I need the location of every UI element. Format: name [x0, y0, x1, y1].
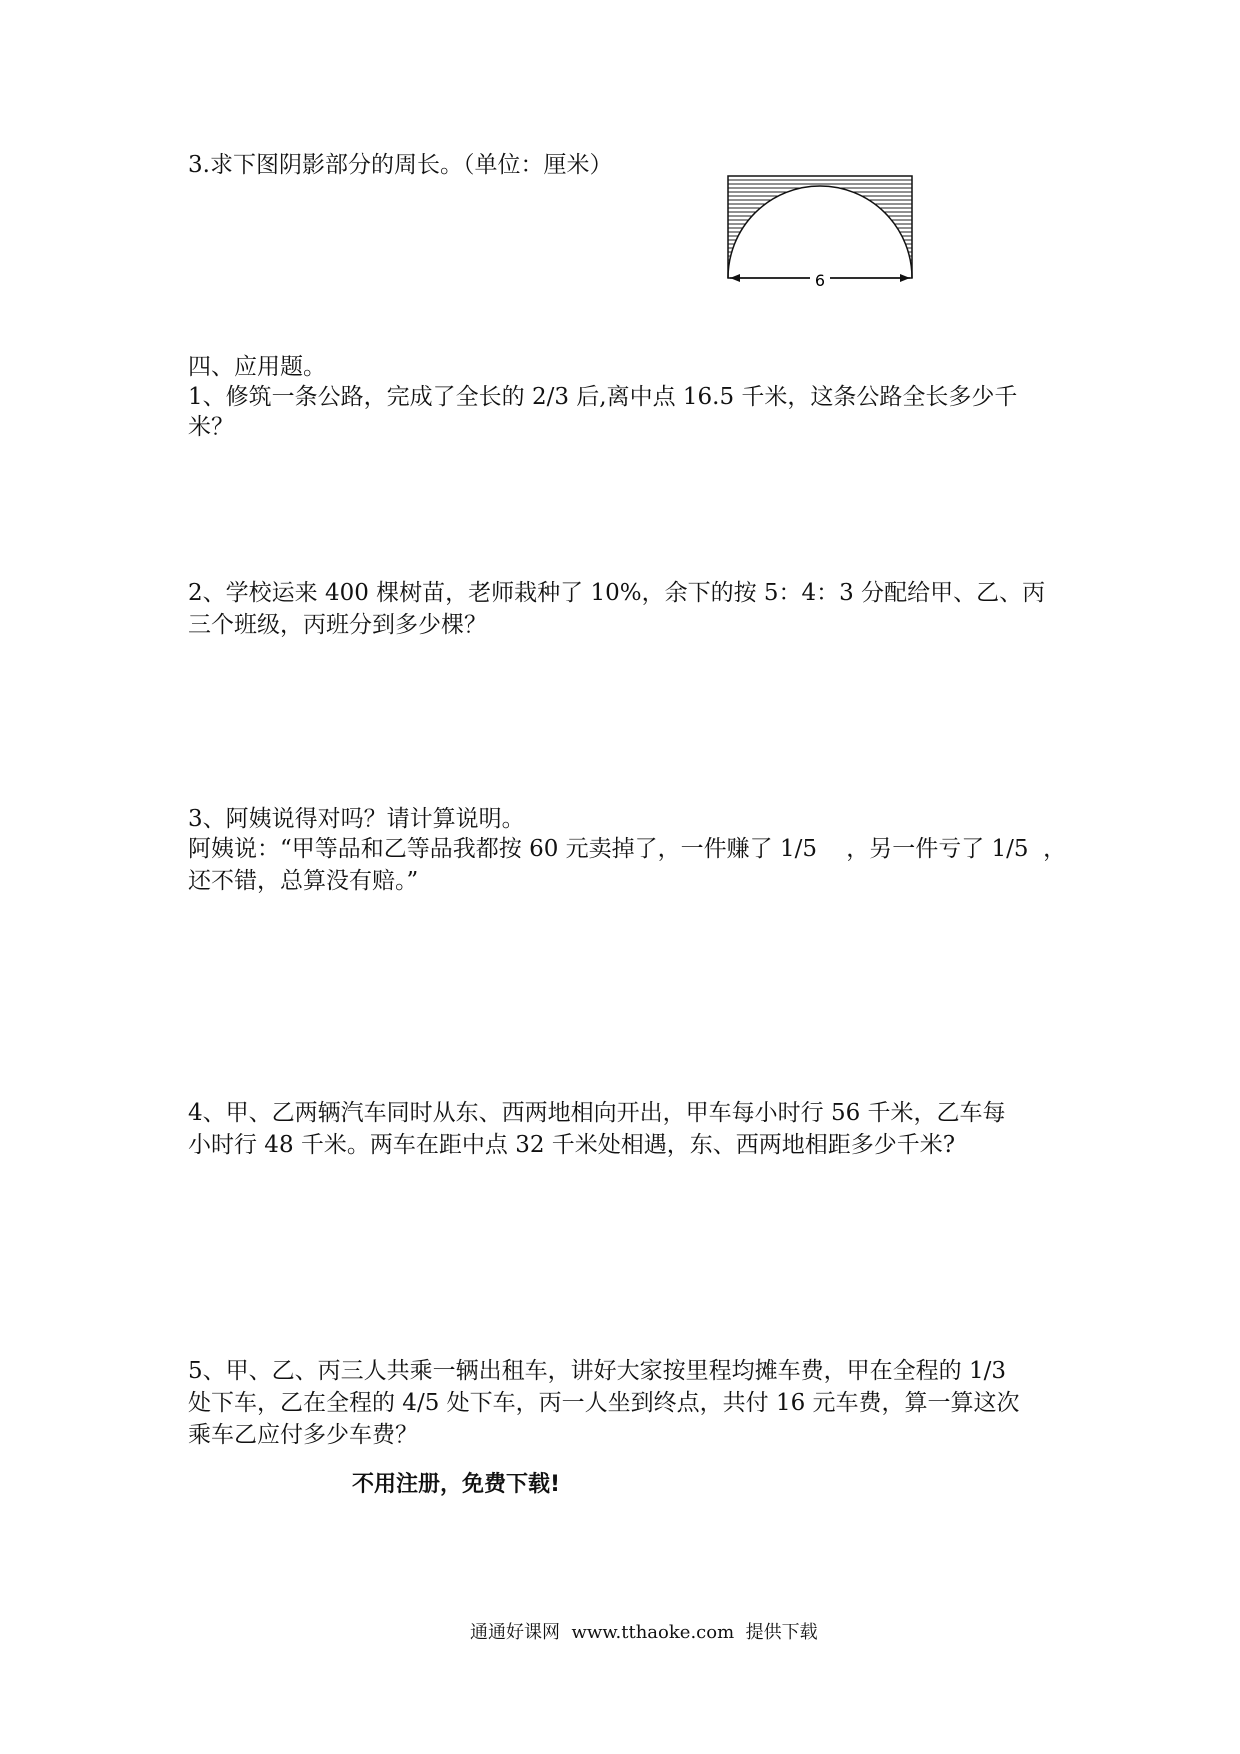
- promo-note: 不用注册，免费下载!: [352, 1472, 561, 1497]
- q5-line-3: 乘车乙应付多少车费？: [188, 1422, 418, 1448]
- dimension-arrow-right: [900, 274, 910, 282]
- q1-line-1: 1、修筑一条公路，完成了全长的 2/3 后,离中点 16.5 千米，这条公路全长多少千: [188, 384, 1018, 410]
- q3-line-2: 阿姨说：“甲等品和乙等品我都按 60 元卖掉了，一件赚了 1/5 ，另一件亏了 1/5 ，: [188, 836, 1067, 862]
- q1-line-2: 米？: [188, 414, 234, 440]
- q4-line-1: 4、甲、乙两辆汽车同时从东、西两地相向开出，甲车每小时行 56 千米，乙车每: [188, 1100, 1006, 1126]
- question-3-perimeter: 3.求下图阴影部分的周长。（单位：厘米）: [188, 152, 613, 178]
- dimension-arrow-left: [730, 274, 740, 282]
- q3-line-3: 还不错，总算没有赔。”: [188, 868, 419, 894]
- q5-line-2: 处下车，乙在全程的 4/5 处下车，丙一人坐到终点，共付 16 元车费，算一算这次: [188, 1390, 1020, 1416]
- q3-line-1: 3、阿姨说得对吗？请计算说明。: [188, 806, 525, 832]
- semicircle-figure: [724, 170, 916, 296]
- section-4-heading: 四、应用题。: [188, 354, 326, 380]
- dimension-label: 6: [814, 271, 826, 290]
- footer-credit: 通通好课网 www.tthaoke.com 提供下载: [470, 1622, 818, 1643]
- q5-line-1: 5、甲、乙、丙三人共乘一辆出租车，讲好大家按里程均摊车费，甲在全程的 1/3: [188, 1358, 1006, 1384]
- shaded-region: [728, 176, 912, 278]
- q4-line-2: 小时行 48 千米。两车在距中点 32 千米处相遇，东、西两地相距多少千米?: [188, 1132, 956, 1158]
- q2-line-2: 三个班级，丙班分到多少棵？: [188, 612, 487, 638]
- q2-line-1: 2、学校运来 400 棵树苗，老师栽种了 10%，余下的按 5：4：3 分配给甲、乙、丙: [188, 580, 1046, 606]
